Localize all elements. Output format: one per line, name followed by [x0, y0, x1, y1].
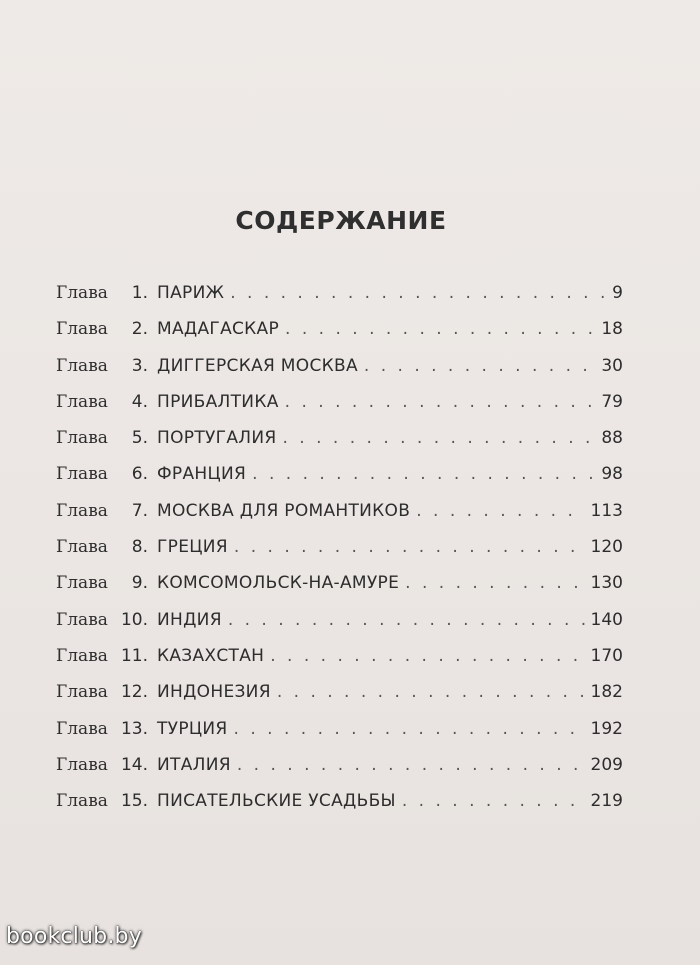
page-number: 98: [601, 464, 623, 485]
chapter-word: Глава: [56, 718, 108, 739]
chapter-word: Глава: [56, 573, 108, 594]
chapter-title: ИНДИЯ: [157, 609, 222, 630]
page-number: 192: [590, 718, 623, 739]
dot-leader: [228, 610, 585, 630]
chapter-word: Глава: [56, 645, 108, 666]
toc-entry: [56, 319, 623, 355]
dot-leader: [252, 464, 595, 484]
chapter-title: ИНДОНЕЗИЯ: [157, 682, 271, 703]
toc-entry: [56, 573, 623, 609]
dot-leader: [277, 682, 585, 702]
toc-entry: [56, 755, 623, 791]
chapter-number: 9.: [131, 573, 148, 594]
chapter-number: 2.: [131, 319, 148, 340]
chapter-title: ПРИБАЛТИКА: [157, 391, 279, 412]
toc-entry: [56, 646, 623, 682]
chapter-title: МАДАГАСКАР: [157, 319, 280, 340]
dot-leader: [237, 755, 585, 775]
chapter-number: 7.: [131, 500, 148, 521]
chapter-word: Глава: [56, 283, 108, 303]
toc-entry: [56, 428, 623, 464]
toc-entry: [56, 501, 623, 537]
toc-entry: [56, 791, 623, 827]
chapter-word: Глава: [56, 500, 108, 521]
chapter-number: 5.: [131, 428, 148, 449]
chapter-title: ПОРТУГАЛИЯ: [157, 428, 277, 449]
dot-leader: [230, 283, 606, 303]
chapter-word: Глава: [56, 319, 108, 340]
chapter-word: Глава: [56, 537, 108, 558]
toc-entry: [56, 537, 623, 573]
page-number: 9: [612, 283, 623, 303]
dot-leader: [285, 392, 596, 412]
site-watermark: bookclub.by: [6, 924, 142, 949]
page-number: 113: [590, 500, 623, 521]
dot-leader: [270, 646, 584, 666]
dot-leader: [282, 428, 595, 448]
chapter-title: КОМСОМОЛЬСК-НА-АМУРЕ: [157, 573, 400, 594]
chapter-number: 4.: [131, 391, 148, 412]
chapter-word: Глава: [56, 791, 108, 812]
chapter-number: 8.: [131, 537, 148, 558]
chapter-word: Глава: [56, 464, 108, 485]
chapter-title: ИТАЛИЯ: [157, 754, 231, 775]
chapter-word: Глава: [56, 609, 108, 630]
page-number: 130: [590, 573, 623, 594]
chapter-number: 14.: [120, 754, 148, 775]
chapter-word: Глава: [56, 355, 108, 376]
page-number: 219: [590, 791, 623, 812]
toc-entry: [56, 719, 623, 755]
chapter-word: Глава: [56, 391, 108, 412]
toc-entry: [56, 283, 623, 319]
toc-entry: [56, 682, 623, 718]
dot-leader: [364, 356, 595, 376]
page-number: 79: [601, 391, 623, 412]
chapter-number: 11.: [120, 645, 148, 666]
dot-leader: [416, 501, 584, 521]
table-of-contents: [56, 283, 623, 827]
dot-leader: [285, 319, 595, 339]
chapter-number: 6.: [131, 464, 148, 485]
page-number: 120: [590, 537, 623, 558]
page-number: 209: [590, 754, 623, 775]
chapter-title: ТУРЦИЯ: [157, 718, 228, 739]
page-number: 30: [601, 355, 623, 376]
chapter-number: 10.: [120, 609, 148, 630]
chapter-word: Глава: [56, 428, 108, 449]
chapter-title: КАЗАХСТАН: [157, 645, 265, 666]
page-number: 140: [590, 609, 623, 630]
chapter-word: Глава: [56, 754, 108, 775]
dot-leader: [402, 791, 585, 811]
chapter-number: 15.: [120, 791, 148, 812]
toc-entry: [56, 610, 623, 646]
page-number: 170: [590, 645, 623, 666]
dot-leader: [234, 537, 585, 557]
dot-leader: [405, 573, 584, 593]
page-number: 182: [590, 682, 623, 703]
page-number: 18: [601, 319, 623, 340]
chapter-number: 1.: [131, 283, 148, 303]
chapter-title: ПИСАТЕЛЬСКИЕ УСАДЬБЫ: [157, 791, 396, 812]
page-number: 88: [601, 428, 623, 449]
chapter-title: МОСКВА ДЛЯ РОМАНТИКОВ: [157, 500, 411, 521]
chapter-word: Глава: [56, 682, 108, 703]
toc-entry: [56, 464, 623, 500]
chapter-number: 3.: [131, 355, 148, 376]
chapter-title: ФРАНЦИЯ: [157, 464, 247, 485]
chapter-number: 13.: [120, 718, 148, 739]
page-title: СОДЕРЖАНИЕ: [235, 206, 447, 235]
chapter-title: ДИГГЕРСКАЯ МОСКВА: [157, 355, 358, 376]
dot-leader: [234, 719, 585, 739]
toc-entry: [56, 392, 623, 428]
chapter-number: 12.: [120, 682, 148, 703]
chapter-title: ПАРИЖ: [157, 283, 225, 303]
toc-entry: [56, 356, 623, 392]
chapter-title: ГРЕЦИЯ: [157, 537, 228, 558]
